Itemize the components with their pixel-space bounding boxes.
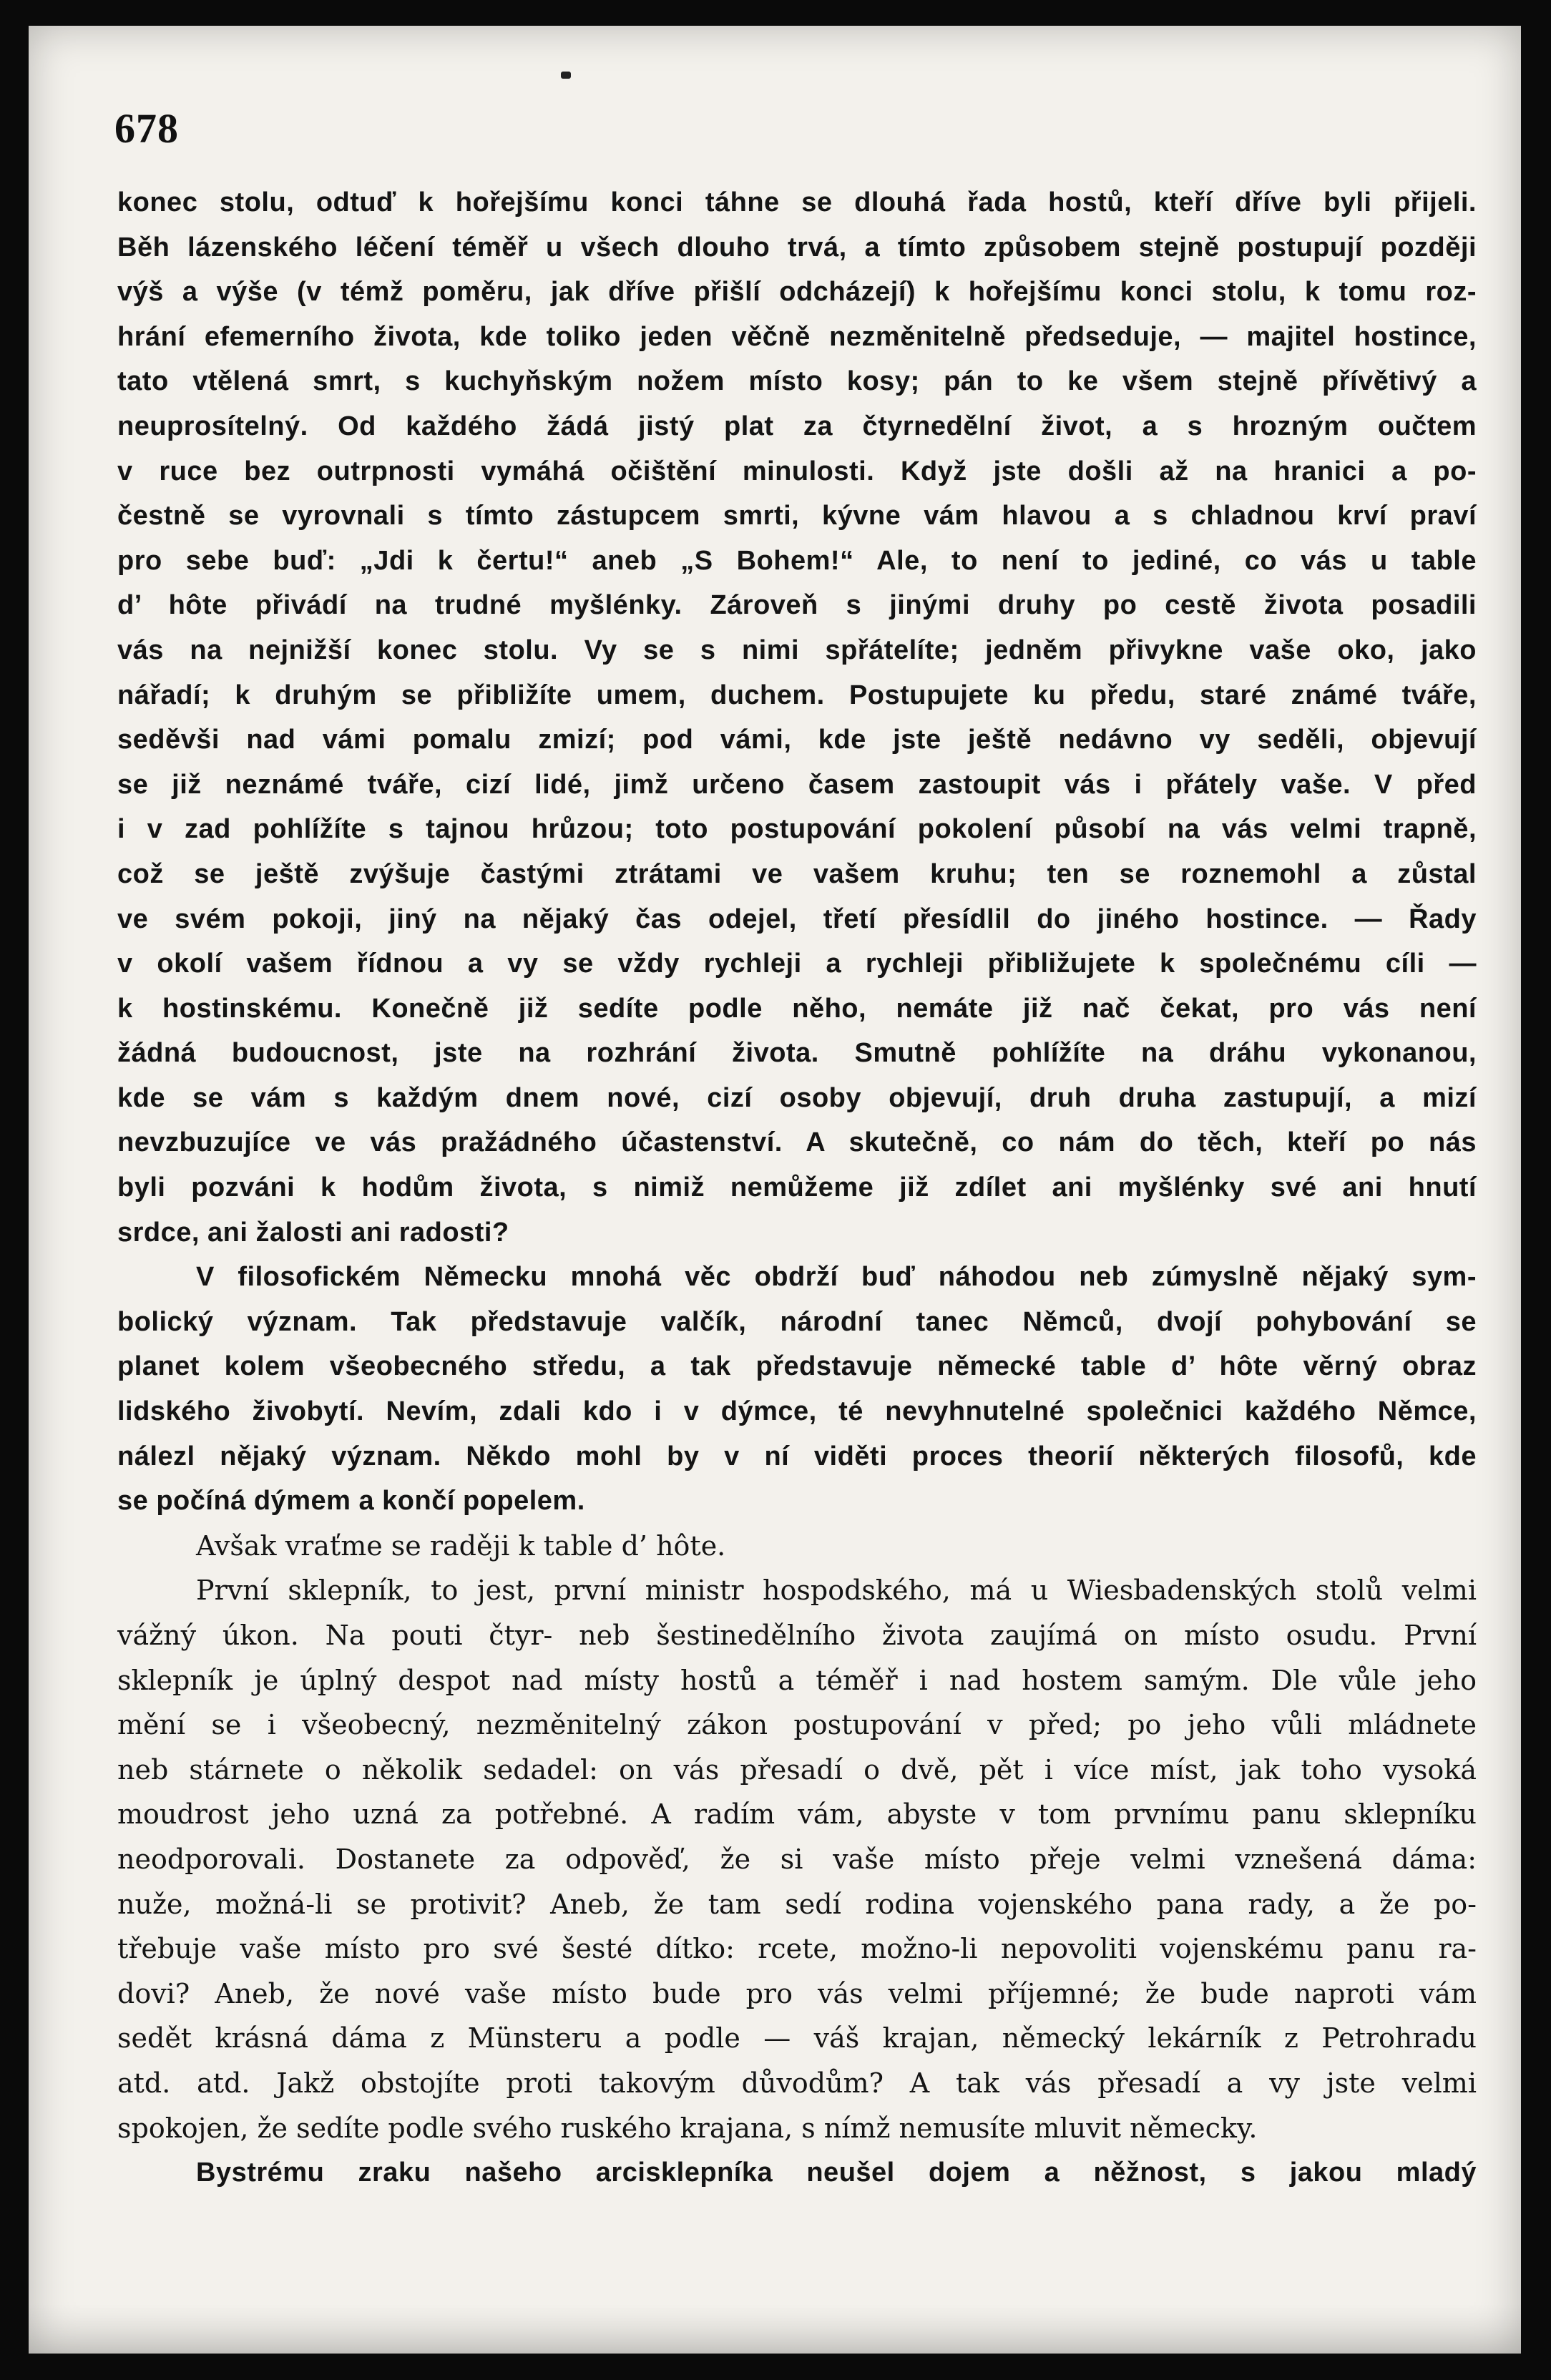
text-line: moudrost jeho uzná za potřebné. A radím vám, abyste v tom prvnímu panu sklepníku: [117, 1798, 1477, 1831]
text-line: nuže, možná-li se protivit? Aneb, že tam sedí rodina vojenského pana rady, a že po-: [117, 1888, 1477, 1920]
page-edge-shade: [29, 2303, 1521, 2354]
text-line: sklepník je úplný despot nad místy hostů a téměř i nad hostem samým. Dle vůle jeho: [117, 1664, 1477, 1696]
text-line: tato vtělená smrt, s kuchyňským nožem místo kosy; pán to ke všem stejně přívětivý a: [117, 366, 1477, 397]
text-line: d’ hôte přivádí na trudné myšlénky. Zároveň s jinými druhy po cestě života posadili: [117, 590, 1477, 621]
text-line: srdce, ani žalosti ani radosti?: [117, 1217, 509, 1248]
text-line: se již neznámé tváře, cizí lidé, jimž určeno časem zastoupit vás i přátely vaše. V před: [117, 769, 1477, 800]
text-line: výš a výše (v témž poměru, jak dříve přišlí odcházejí) k hořejšímu konci stolu, k tomu roz-: [117, 277, 1477, 308]
text-line: Bystrému zraku našeho arcisklepníka neušel dojem a něžnost, s jakou mladý: [196, 2158, 1477, 2188]
text-line: nálezl nějaký význam. Někdo mohl by v ní viděti proces theorií některých filosofů, kde: [117, 1441, 1477, 1471]
text-line: čestně se vyrovnali s tímto zástupcem smrti, kývne vám hlavou a s chladnou krví praví: [117, 501, 1477, 532]
text-line: nářadí; k druhým se přibližíte umem, duchem. Postupujete ku předu, staré známé tváře,: [117, 680, 1477, 710]
text-line: žádná budoucnost, jste na rozhrání života. Smutně pohlížíte na dráhu vykonanou,: [117, 1038, 1477, 1069]
text-line: neuprosítelný. Od každého žádá jistý plat za čtyrnedělní život, a s hrozným oučtem: [117, 411, 1477, 441]
text-line: k hostinskému. Konečně již sedíte podle něho, nemáte již nač čekat, pro vás není: [117, 993, 1477, 1024]
text-line: což se ještě zvýšuje častými ztrátami ve vašem kruhu; ten se roznemohl a zůstal: [117, 858, 1477, 889]
text-line: třebuje vaše místo pro své šesté dítko: rcete, možno-li nepovoliti vojenskému panu ra-: [117, 1933, 1477, 1965]
text-line: Avšak vraťme se raději k table d’ hôte.: [196, 1529, 726, 1562]
text-line: nevzbuzujíce ve vás pražádného účastenství. A skutečně, co nám do těch, kteří po nás: [117, 1127, 1477, 1158]
text-line: neb stárnete o několik sedadel: on vás přesadí o dvě, pět i více míst, jak toho vysoká: [117, 1753, 1477, 1786]
text-line: lidského živobytí. Nevím, zdali kdo i v dýmce, té nevyhnutelné společnici každého Němce,: [117, 1396, 1477, 1427]
text-line: bolický význam. Tak představuje valčík, národní tanec Němců, dvojí pohybování se: [117, 1306, 1477, 1337]
text-line: seděvši nad vámi pomalu zmizí; pod vámi, kde jste ještě nedávno vy seděli, objevují: [117, 725, 1477, 755]
text-line: mění se i všeobecný, nezměnitelný zákon postupování v před; po jeho vůli mládnete: [117, 1709, 1477, 1741]
text-line: v okolí vašem řídnou a vy se vždy rychleji a rychleji přibližujete k společnému cíli —: [117, 949, 1477, 979]
text-line: dovi? Aneb, že nové vaše místo bude pro vás velmi příjemné; že bude naproti vám: [117, 1977, 1477, 2009]
text-line: kde se vám s každým dnem nové, cizí osoby objevují, druh druha zastupují, a mizí: [117, 1082, 1477, 1113]
text-line: byli pozváni k hodům života, s nimiž nemůžeme již zdílet ani myšlénky své ani hnutí: [117, 1172, 1477, 1203]
text-line: planet kolem všeobecného středu, a tak představuje německé table d’ hôte věrný obraz: [117, 1351, 1477, 1382]
text-line: i v zad pohlížíte s tajnou hrůzou; toto postupování pokolení působí na vás velmi trapně,: [117, 814, 1477, 845]
text-line: pro sebe buď: „Jdi k čertu!“ aneb „S Bohem!“ Ale, to není to jediné, co vás u table: [117, 545, 1477, 576]
text-line: spokojen, že sedíte podle svého ruského krajana, s nímž nemusíte mluvit německy.: [117, 2112, 1258, 2144]
text-line: Běh lázenského léčení téměř u všech dlouho trvá, a tímto způsobem stejně postupují později: [117, 232, 1477, 263]
text-line: v ruce bez outrpnosti vymáhá očištění minulosti. Když jste došli až na hranici a po-: [117, 456, 1477, 486]
body-text: [117, 180, 1477, 2195]
text-line: ve svém pokoji, jiný na nějaký čas odejel, třetí přesídlil do jiného hostince. — Řady: [117, 903, 1477, 934]
book-page: [29, 26, 1521, 2354]
text-line: sedět krásná dáma z Münsteru a podle — váš krajan, německý lekárník z Petrohradu: [117, 2022, 1477, 2055]
text-line: vás na nejnižší konec stolu. Vy se s nimi spřátelíte; jedněm přivykne vaše oko, jako: [117, 635, 1477, 665]
text-line: V filosofickém Německu mnohá věc obdrží buď náhodou neb zúmyslně nějaký sym-: [196, 1262, 1477, 1293]
text-line: se počíná dýmem a končí popelem.: [117, 1486, 585, 1517]
page-number: 678: [114, 105, 179, 152]
text-line: hrání efemerního života, kde toliko jeden věčně nezměnitelně předseduje, — majitel hostince,: [117, 321, 1477, 352]
text-line: atd. atd. Jakž obstojíte proti takovým důvodům? A tak vás přesadí a vy jste velmi: [117, 2067, 1477, 2099]
ink-speck: [561, 72, 571, 79]
text-line: vážný úkon. Na pouti čtyr- neb šestinedělního života zaujímá on místo osudu. První: [117, 1620, 1477, 1651]
text-line: konec stolu, odtuď k hořejšímu konci táhne se dlouhá řada hostů, kteří dříve byli přijeli.: [117, 187, 1477, 217]
text-line: První sklepník, to jest, první ministr hospodského, má u Wiesbadenských stolů velmi: [196, 1575, 1477, 1607]
text-line: neodporovali. Dostanete za odpověď, že si vaše místo přeje velmi vznešená dáma:: [117, 1843, 1477, 1875]
